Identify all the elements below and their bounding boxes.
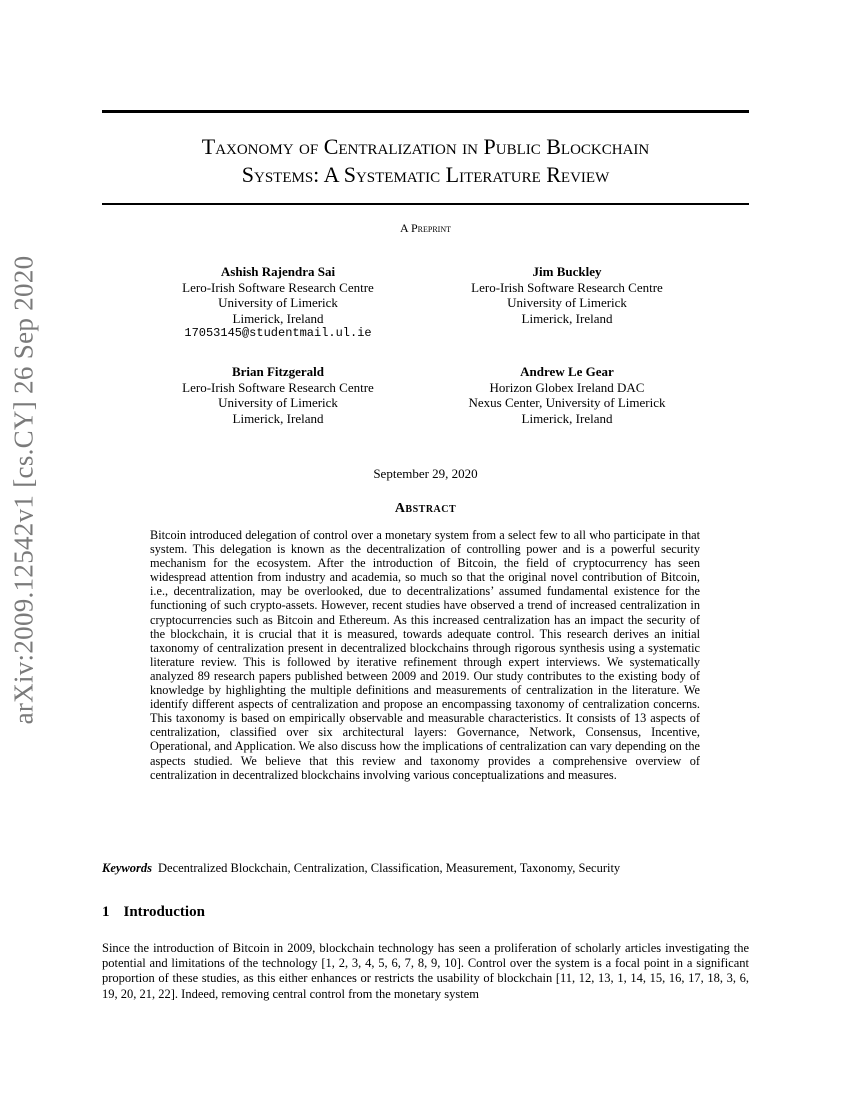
author-university: University of Limerick (507, 295, 627, 310)
title-rule-bottom (102, 203, 749, 205)
arxiv-side-stamp (0, 255, 48, 725)
section-title: Introduction (123, 904, 205, 920)
title-line-1: Taxonomy of Centralization in Public Blockchain (201, 134, 650, 159)
keywords (102, 861, 749, 876)
author-block-3 (148, 364, 408, 426)
preprint-label: A Preprint (399, 221, 451, 235)
paper-title (102, 133, 749, 189)
author-university: Nexus Center, University of Limerick (468, 395, 666, 410)
author-university: University of Limerick (218, 395, 338, 410)
author-location: Limerick, Ireland (521, 410, 613, 426)
introduction-text: Since the introduction of Bitcoin in 2009, blockchain technology has seen a proliferation of scholarly articles investigating the potential and limitations of the technology [1, 2, 3, 4, 5, 6, 7, 8, 9, 10]. Control over the system is a focal point in a significant proportion of these studies, as this either enhances or restricts the usability of blockchain [11, 12, 13, 1, 14, 15, 16, 17, 18, 3, 6, 19, 20, 21, 22]. Indeed, removing central control from the monetary system (102, 941, 749, 1001)
title-rule-top (102, 110, 749, 113)
section-heading-introduction (102, 904, 205, 921)
author-name: Ashish Rajendra Sai (220, 264, 336, 279)
author-location: Limerick, Ireland (232, 310, 324, 326)
author-block-4 (437, 364, 697, 426)
author-location: Limerick, Ireland (521, 310, 613, 326)
author-affiliation: Lero-Irish Software Research Centre (182, 379, 374, 395)
author-name: Jim Buckley (532, 264, 602, 279)
author-block-2 (437, 264, 697, 326)
keywords-label: Keywords (102, 861, 152, 875)
title-line-2: Systems: A Systematic Literature Review (241, 162, 610, 187)
author-name: Brian Fitzgerald (231, 364, 325, 379)
author-university: University of Limerick (218, 295, 338, 310)
abstract-heading: Abstract (394, 501, 457, 516)
author-affiliation: Horizon Globex Ireland DAC (489, 379, 645, 395)
abstract-text: Bitcoin introduced delegation of control over a monetary system from a select few to all who participate in that system. This delegation is known as the decentralization of controlling power and is a powerful security mechanism for the ecosystem. After the introduction of Bitcoin, the field of cryptocurrency has seen widespread attention from industry and academia, so much so that the original novel contribution of Bitcoin, i.e., decentralization, may be overlooked, due to decentralizations’ assumed fundamental existence for the functioning of such crypto-assets. However, recent studies have observed a trend of increased centralization in cryptocurrencies such as Bitcoin and Ethereum. As this increased centralization has an impact the security of the blockchain, it is crucial that it is measured, towards adequate control. This research derives an initial taxonomy of centralization present in decentralized blockchains through rigorous synthesis using a systematic literature review. This is followed by iterative refinement through expert interviews. We systematically analyzed 89 research papers published between 2009 and 2019. Our study contributes to the existing body of knowledge by highlighting the multiple definitions and measurements of centralization in the literature. We identify different aspects of centralization and propose an encompassing taxonomy of centralization concerns. This taxonomy is based on empirically observable and measurable characteristics. It consists of 13 aspects of centralization, classified over six architectural layers: Governance, Network, Consensus, Incentive, Operational, and Application. We also discuss how the implications of centralization can vary depending on the aspects studied. We believe that this review and taxonomy provides a comprehensive overview of centralization in decentralized blockchains involving various conceptualizations and measures. (150, 528, 700, 782)
author-email[interactable]: 17053145@studentmail.ul.ie (184, 326, 372, 340)
author-block-1 (148, 264, 408, 342)
author-name: Andrew Le Gear (520, 364, 614, 379)
section-number: 1 (102, 904, 110, 920)
arxiv-identifier: arXiv:2009.12542v1 [cs.CY] 26 Sep 2020 (8, 255, 39, 725)
keywords-text: Decentralized Blockchain, Centralization, Classification, Measurement, Taxonomy, Security (158, 861, 621, 875)
publication-date: September 29, 2020 (373, 466, 478, 481)
author-affiliation: Lero-Irish Software Research Centre (471, 279, 663, 295)
author-location: Limerick, Ireland (232, 410, 324, 426)
author-affiliation: Lero-Irish Software Research Centre (182, 279, 374, 295)
